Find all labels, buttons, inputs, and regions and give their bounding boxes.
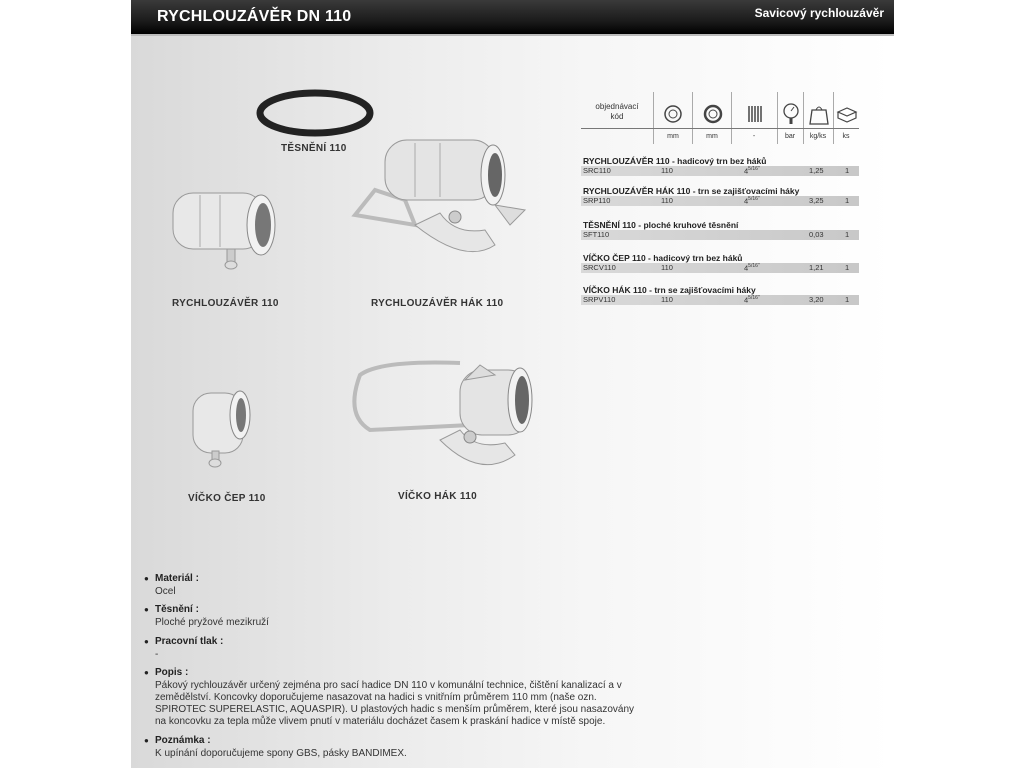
description-label (146, 667, 188, 678)
row-qty: 1 (845, 263, 850, 272)
row-weight: 0,03 (809, 230, 824, 239)
unit-cell: ks (842, 133, 850, 140)
material-label (146, 573, 199, 584)
description-line: SPIROTEC SUPERELASTIC, AQUASPIR). U plastových hadic s menším průměrem, které jsou nasazovány (155, 704, 635, 715)
package-icon (835, 102, 859, 126)
note-label (146, 735, 211, 746)
row-data (581, 295, 859, 305)
note-value: K upínání doporučujeme spony GBS, pásky BANDIMEX. (155, 748, 407, 759)
column-divider (692, 92, 693, 144)
row-weight: 1,21 (809, 263, 824, 272)
row-weight: 3,25 (809, 196, 824, 205)
pressure-value: - (155, 649, 159, 660)
column-divider (653, 92, 654, 144)
seal-label-text: Těsnění : (155, 604, 199, 615)
row-title: RYCHLOUZÁVĚR HÁK 110 - trn se zajišťovacími háky (583, 186, 800, 196)
row-code: SRPV110 (583, 295, 616, 304)
pressure-gauge-icon (779, 102, 803, 126)
page-subtitle: Savicový rychlouzávěr (754, 6, 884, 20)
row-dn: 110 (661, 166, 673, 175)
row-thread-whole: 4 (744, 295, 749, 305)
row-data (581, 196, 859, 206)
row-weight: 1,25 (809, 166, 824, 175)
row-thread-frac: 5/16" (748, 166, 760, 172)
code-header-line1: objednávací (595, 102, 639, 111)
cap-hook-label: VÍČKO HÁK 110 (398, 491, 477, 502)
row-dn: 110 (661, 196, 673, 205)
material-label-text: Materiál : (155, 573, 199, 584)
row-data (581, 166, 859, 176)
row-thread (744, 166, 760, 176)
inner-diameter-icon (661, 102, 685, 126)
row-dn: 110 (661, 263, 673, 272)
description-line: Pákový rychlouzávěr určený zejména pro sací hadice DN 110 v komunální technice, čištění kanalizací a v (155, 680, 622, 691)
row-weight: 3,20 (809, 295, 824, 304)
table-header-rule (581, 128, 859, 129)
row-qty: 1 (845, 295, 850, 304)
row-code: SRC110 (583, 166, 611, 175)
row-thread-whole: 4 (744, 196, 749, 206)
seal-label (146, 604, 199, 615)
row-title: VÍČKO ČEP 110 - hadicový trn bez háků (583, 253, 743, 263)
column-divider (731, 92, 732, 144)
row-title: RYCHLOUZÁVĚR 110 - hadicový trn bez háků (583, 156, 767, 166)
gasket-image (255, 88, 375, 138)
row-code: SRP110 (583, 196, 611, 205)
description-line: na koncovku za tepla může vlivem pnutí v materiálu docházet časem k praskání hadice v místě spoje. (155, 716, 606, 727)
row-thread (744, 295, 760, 305)
unit-cell: - (752, 133, 756, 140)
row-title: VÍČKO HÁK 110 - trn se zajišťovacími háky (583, 285, 756, 295)
unit-cell: mm (667, 133, 679, 140)
unit-cell: kg/ks (809, 133, 827, 140)
row-data (581, 263, 859, 273)
row-title: TĚSNĚNÍ 110 - ploché kruhové těsnění (583, 220, 739, 230)
description-label-text: Popis : (155, 667, 189, 678)
thread-icon (743, 102, 767, 126)
code-column-header (581, 102, 653, 122)
unit-cell: bar (784, 133, 796, 140)
row-thread (744, 196, 760, 206)
coupler-image (165, 185, 285, 275)
cap-hook-image (340, 355, 540, 480)
row-qty: 1 (845, 196, 850, 205)
coupler-hook-label: RYCHLOUZÁVĚR HÁK 110 (371, 298, 504, 309)
row-qty: 1 (845, 166, 850, 175)
row-thread (744, 263, 760, 273)
note-label-text: Poznámka : (155, 735, 211, 746)
weight-icon (807, 102, 831, 126)
row-thread-frac: 5/16" (748, 263, 760, 269)
pressure-label-text: Pracovní tlak : (155, 636, 224, 647)
material-value: Ocel (155, 586, 176, 597)
table-header (581, 92, 859, 144)
code-header-line2: kód (610, 112, 624, 121)
unit-cell: mm (706, 133, 718, 140)
row-thread-frac: 5/16" (748, 295, 760, 301)
row-qty: 1 (845, 230, 850, 239)
row-thread-whole: 4 (744, 166, 749, 176)
description-line: zemědělství. Koncovky doporučujeme nasazovat na hadici s vnitřním průměrem 110 mm (naše ozn. (155, 692, 597, 703)
pressure-label (146, 636, 223, 647)
row-dn: 110 (661, 295, 673, 304)
seal-value: Ploché pryžové mezikruží (155, 617, 269, 628)
coupler-label: RYCHLOUZÁVĚR 110 (172, 298, 279, 309)
outer-diameter-icon (701, 102, 725, 126)
row-code: SRCV110 (583, 263, 616, 272)
row-data (581, 230, 859, 240)
gasket-label: TĚSNĚNÍ 110 (281, 143, 347, 154)
row-thread-frac: 5/16" (748, 196, 760, 202)
row-code: SFT110 (583, 230, 610, 239)
page-title: RYCHLOUZÁVĚR DN 110 (157, 8, 352, 25)
description-text (155, 680, 695, 728)
row-thread-whole: 4 (744, 263, 749, 273)
column-divider (803, 92, 804, 144)
cap-label: VÍČKO ČEP 110 (188, 493, 266, 504)
coupler-hook-image (345, 135, 535, 270)
cap-image (188, 385, 258, 475)
